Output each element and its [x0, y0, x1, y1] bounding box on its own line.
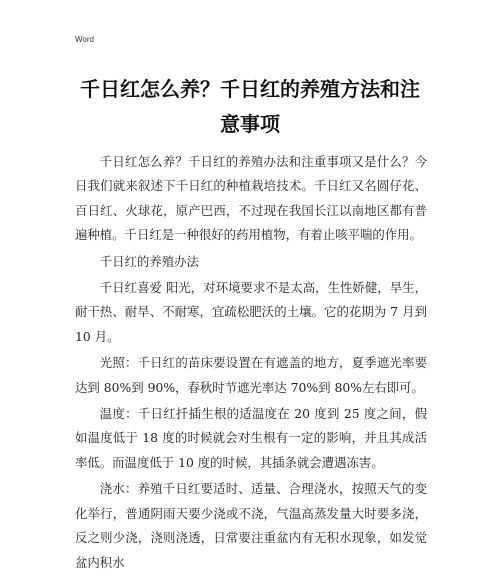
app-label: Word [75, 35, 94, 44]
intro-paragraph: 千日红怎么养？千日红的养殖办法和注重事项又是什么？今日我们就来叙述下千日红的种植栽培技术。千日红又名圆仔花、百日红、火球花，原产巴西，不过现在我国长江以南地区都有普遍种植。千日红是一种很好的药用植物，有着止咳平喘的作用。 [75, 154, 427, 243]
paragraph-watering: 浇水：养殖千日红要适时、适量、合理浇水，按照天气的变化举行，普通阴雨天要少浇或不浇，气温高蒸发量大时要多浇，反之则少浇，浇则浇透，日常要注重盆内有无积水现象，如发觉盆内积水 [75, 481, 427, 570]
section-heading: 千日红的养殖办法 [99, 253, 199, 269]
paragraph-light: 光照：千日红的苗床要设置在有遮盖的地方，夏季遮光率要达到 80%到 90%，春秋时节遮光率达 70%到 80%左右即可。 [75, 355, 427, 395]
paragraph-temperature: 温度：千日红扦插生根的适温度在 20 度到 25 度之间，假如温度低于 18 度的时候就会对生根有一定的影响，并且其成活率低。而温度低于 10 度的时候，其插条就会遭遇冻害。 [75, 406, 427, 470]
document-title: 千日红怎么养？千日红的养殖方法和注意事项 [80, 77, 420, 136]
paragraph-overview: 千日红喜爱 阳光，对环境要求不是太高，生性娇健，旱生，耐干热、耐旱、不耐寒，宜疏松肥沃的土壤。它的花期为 7 月到 10 月。 [75, 280, 427, 344]
document-body [75, 150, 427, 577]
